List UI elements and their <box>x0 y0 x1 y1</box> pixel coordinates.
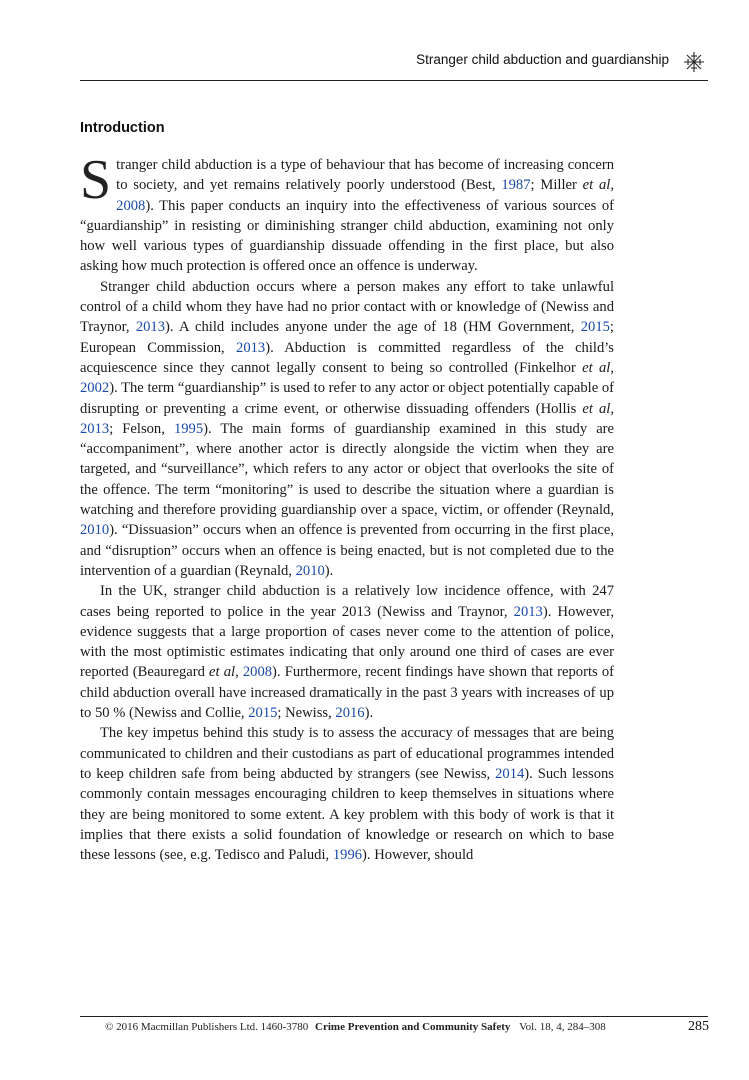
citation-link[interactable]: 2013 <box>236 339 266 356</box>
citation-link[interactable]: 2008 <box>242 664 273 681</box>
footer <box>105 1021 705 1033</box>
citation-link[interactable]: 2015 <box>248 705 278 722</box>
citation-link[interactable]: 2013 <box>513 603 543 620</box>
citation-link[interactable]: 2008 <box>116 197 146 214</box>
drop-cap: S <box>80 149 112 211</box>
paragraph: In the UK, stranger child abduction is a relatively low incidence offence, with 247 cases being reported to police in the year 2013 (Newiss and Traynor, 2013). However, evidence suggests that a large proportion of cases never come to the attention of police, with the most optimistic estimates indicating that only around one third of cases are ever reported (Beauregard et al, 2008). Furthermore, recent findings have shown that reports of child abduction overall have increased dramatically in the past 3 years with increases of up to 50 % (Newiss and Collie, 2015; Newiss, 2016). <box>80 583 614 722</box>
citation-link[interactable]: 1996 <box>332 847 363 864</box>
paragraph: Stranger child abduction occurs where a person makes any effort to take unlawful control of a child whom they have had no prior contact with or knowledge of (Newiss and Traynor, 2013). A child includes anyone under the age of 18 (HM Government, 2015; European Commission, 2013). Abduction is committed regardless of the child’s acquiescence since they cannot legally consent to being so controlled (Finkelhor et al, 2002). The term “guardianship” is used to refer to any actor or object potentially capable of disrupting or preventing a crime event, or otherwise dissuading offenders (Hollis et al, 2013; Felson, 1995). The main forms of guardianship examined in this study are “accompaniment”, where another actor is directly alongside the victim when they are targeted, and “surveillance”, which refers to any actor or object that overlooks the site of the offence. The term “monitoring” is used to describe the situation where a guardian is watching and therefore providing guardianship over a space, victim, or offender (Reynald, 2010). “Dissuasion” occurs when an offence is prevented from occurring in the first place, and “disruption” occurs when an offence is being enacted, but is not completed due to the intervention of a guardian (Reynald, 2010). <box>80 278 615 579</box>
citation-link[interactable]: 2016 <box>335 705 365 722</box>
footer-rule <box>80 1016 708 1017</box>
citation-link[interactable]: 2013 <box>80 420 110 437</box>
citation-link[interactable]: 2002 <box>80 380 110 397</box>
italic-text: et al <box>582 359 611 376</box>
header-rule <box>80 80 708 81</box>
italic-text: et al <box>209 664 236 681</box>
journal-name: Crime Prevention and Community Safety <box>315 1021 511 1033</box>
citation-link[interactable]: 1995 <box>173 420 204 437</box>
article-body <box>80 149 615 865</box>
citation-link[interactable]: 2010 <box>80 522 110 539</box>
citation-link[interactable]: 2013 <box>135 319 166 336</box>
citation-link[interactable]: 2010 <box>295 562 325 579</box>
section-title: Introduction <box>80 120 165 136</box>
copyright: © 2016 Macmillan Publishers Ltd. 1460-3780 <box>105 1021 309 1033</box>
citation-link[interactable]: 1987 <box>501 177 531 194</box>
citation-link[interactable]: 2014 <box>495 765 525 782</box>
paragraph: The key impetus behind this study is to assess the accuracy of messages that are being communicated to children and their custodians as part of educational programmes intended to keep children safe from being abducted by strangers (see Newiss, 2014). Such lessons commonly contain messages encouraging children to keep themselves in situations where they are being monitored to some extent. A key problem with this body of work is that it implies that there exists a solid foundation of knowledge or research on which to base these lessons (see, e.g. Tedisco and Paludi, 1996). However, should <box>80 725 614 864</box>
volume-info: Vol. 18, 4, 284–308 <box>519 1021 606 1033</box>
crosshair-star-icon <box>683 51 705 73</box>
italic-text: et al <box>582 400 611 417</box>
paragraph: Stranger child abduction is a type of behaviour that has become of increasing concern to society, and yet remains relatively poorly understood (Best, 1987; Miller et al, 2008). This paper conducts an inquiry into the effectiveness of various sources of “guardianship” in resisting or diminishing stranger child abduction, examining not only how well various types of guardianship dissuade offending in the first place, but also asking how much protection is offered once an offence is underway. <box>80 149 614 275</box>
page-number: 285 <box>688 1019 709 1034</box>
running-head: Stranger child abduction and guardianship <box>416 52 669 67</box>
citation-link[interactable]: 2015 <box>580 319 610 336</box>
italic-text: et al <box>582 177 611 194</box>
